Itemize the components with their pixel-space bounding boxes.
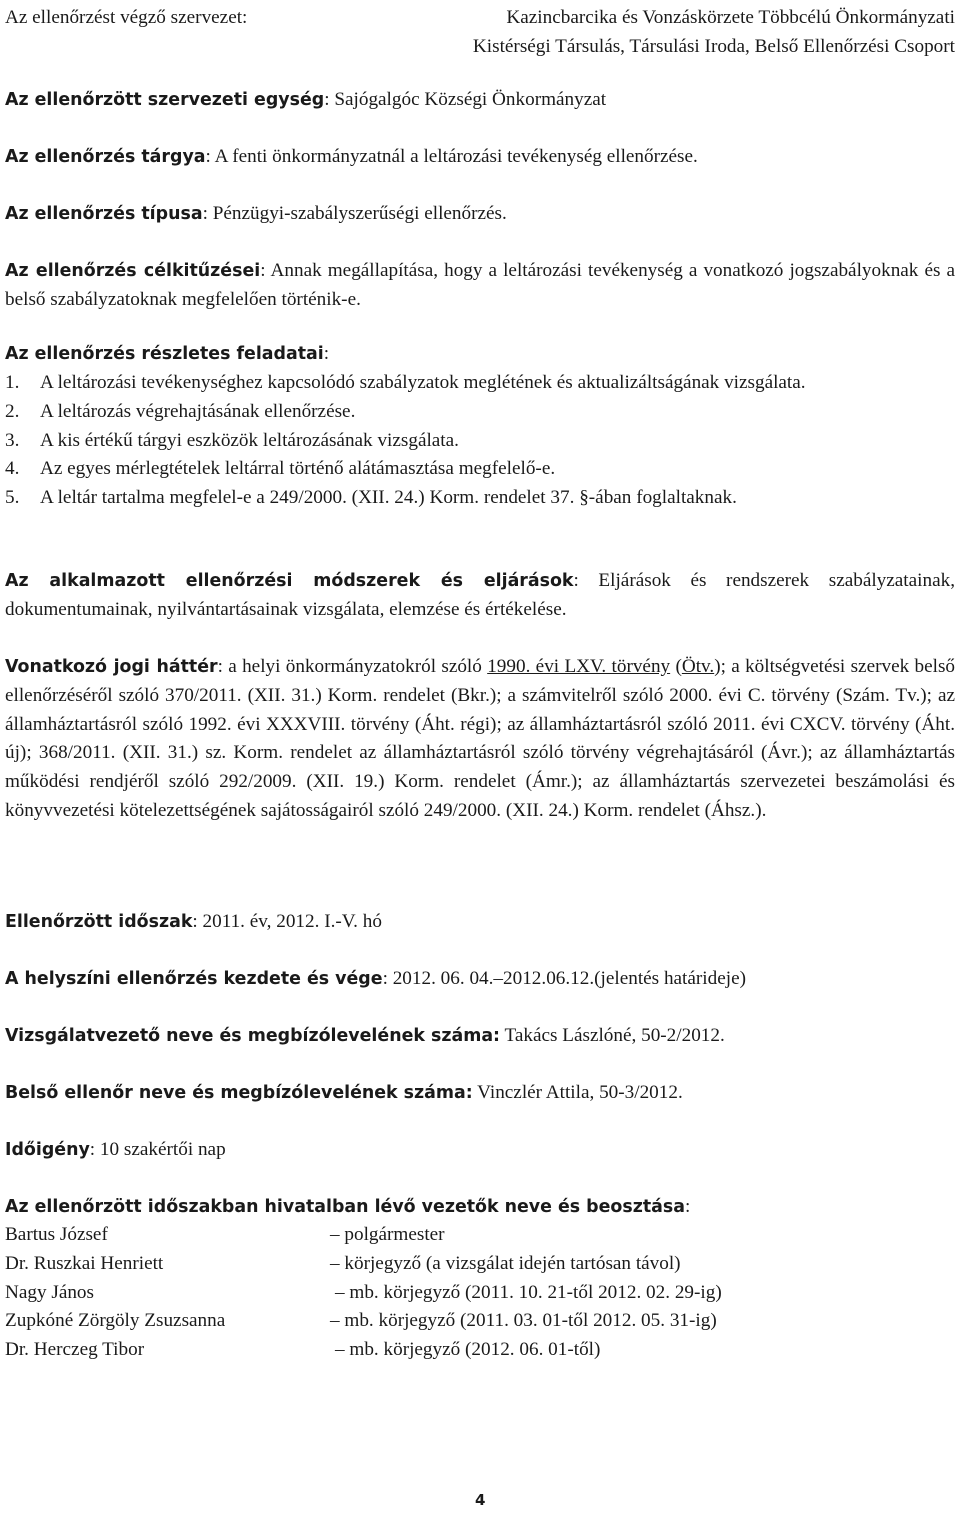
list-item [5, 484, 955, 513]
tasks-heading [5, 340, 955, 369]
list-item-number: 4. [5, 458, 20, 480]
period-value: : 2011. év, 2012. I.-V. hó [192, 911, 382, 932]
list-item [5, 369, 955, 398]
leader-row [5, 1336, 955, 1365]
leader-row [5, 1221, 955, 1250]
leader-row [5, 1279, 955, 1308]
time-line [5, 1136, 955, 1165]
period-label: Ellenőrzött időszak [5, 912, 193, 932]
methods-label: Az alkalmazott ellenőrzési módszerek és eljárások [5, 571, 574, 591]
leader-value: Takács Lászlóné, 50-2/2012. [500, 1025, 725, 1046]
time-label: Időigény [5, 1140, 90, 1160]
list-item-text: A leltár tartalma megfelel-e a 249/2000. (XII. 24.) Korm. rendelet 37. §-ában foglaltaknak. [40, 487, 737, 509]
onsite-label: A helyszíni ellenőrzés kezdete és vége [5, 969, 383, 989]
leader-row [5, 1307, 955, 1336]
org-line-1: Kazincbarcika és Vonzáskörzete Többcélú Önkormányzati [506, 7, 955, 28]
legal-mid: ( [670, 656, 682, 677]
type-label: Az ellenőrzés típusa [5, 204, 203, 224]
auditor-line [5, 1079, 955, 1108]
org-value [346, 4, 955, 62]
leader-row [5, 1250, 955, 1279]
leaders-list [5, 1221, 955, 1365]
legal-link-otv-abbr[interactable]: Ötv. [681, 656, 715, 677]
org-block [5, 0, 955, 60]
tasks-label: Az ellenőrzés részletes feladatai [5, 344, 324, 364]
leader-position: – mb. körjegyző (2012. 06. 01-től) [335, 1339, 601, 1361]
leader-name: Bartus József [5, 1224, 108, 1245]
leader-label: Vizsgálatvezető neve és megbízólevelének száma: [5, 1026, 501, 1046]
subject-value: : A fenti önkormányzatnál a leltározási tevékenység ellenőrzése. [205, 146, 698, 167]
unit-value: : Sajógalgóc Községi Önkormányzat [324, 89, 607, 110]
methods-paragraph [5, 567, 955, 625]
legal-paragraph [5, 653, 955, 826]
unit-label: Az ellenőrzött szervezeti egység [5, 90, 325, 110]
list-item-number: 2. [5, 400, 20, 422]
leader-position: – mb. körjegyző (2011. 10. 21-től 2012. 02. 29-ig) [335, 1281, 722, 1303]
leader-position: – mb. körjegyző (2011. 03. 01-től 2012. 05. 31-ig) [330, 1310, 717, 1332]
leader-name: Dr. Ruszkai Henriett [5, 1252, 164, 1274]
list-item [5, 427, 955, 456]
list-item-text: A leltározás végrehajtásának ellenőrzése. [40, 400, 356, 422]
subject-line [5, 143, 955, 172]
auditor-value: Vinczlér Attila, 50-3/2012. [472, 1082, 683, 1103]
methods-value: : Eljárások és rendszerek szabályzatainak, dokumentumainak, nyilvántartásainak vizsgálata, elemzése és értékelése. [5, 570, 955, 620]
leaders-colon: : [684, 1196, 691, 1217]
legal-label: Vonatkozó jogi háttér [5, 657, 218, 677]
leader-position: – körjegyző (a vizsgálat idején tartósan távol) [330, 1252, 681, 1274]
leader-name: Zupkóné Zörgöly Zsuzsanna [5, 1310, 226, 1332]
legal-post: ); a költségvetési szervek belső ellenőrzéséről szóló 370/2011. (XII. 31.) Korm. rendelet (Bkr.); a számvitelről szóló 2000. évi C. törvény (Szám. Tv.); az államháztartásról szóló 1992. évi XXXVIII. törvény (Áht. régi); az államháztartásról szóló 2011. évi CXCV. törvény (Áht. új); 368/2011. (XII. 31.) sz. Korm. rendelet az államháztartásról szóló törvény végrehajtásáról (Ávr.); az államháztartás működési rendjéről szóló 292/2009. (XII. 19.) Korm. rendelet (Ámr.); az államháztartás szervezetei beszámolási és könyvvezetési kötelezettségének sajátosságairól szóló 249/2000. (XII. 24.) Korm. rendelet (Áhsz.). [5, 656, 956, 821]
leader-position: – polgármester [330, 1224, 445, 1245]
list-item-number: 5. [5, 487, 20, 509]
leaders-label: Az ellenőrzött időszakban hivatalban lévő vezetők neve és beosztása [5, 1197, 685, 1217]
onsite-line [5, 965, 955, 994]
tasks-list [5, 369, 955, 513]
goals-value: : Annak megállapítása, hogy a leltározási tevékenység a vonatkozó jogszabályoknak és a belső szabályzatoknak megfelelően történik-e. [5, 260, 956, 310]
leaders-heading [5, 1193, 955, 1222]
page-number: 4 [475, 1491, 486, 1509]
list-item-text: A leltározási tevékenységhez kapcsolódó szabályzatok meglétének és aktualizáltságának vizsgálata. [40, 372, 806, 393]
leader-name: Nagy János [5, 1281, 94, 1303]
list-item [5, 398, 955, 427]
legal-link-otv-law[interactable]: 1990. évi LXV. törvény [487, 656, 671, 677]
auditor-label: Belső ellenőr neve és megbízólevelének száma: [5, 1083, 473, 1103]
type-line [5, 200, 955, 229]
list-item-number: 3. [5, 429, 20, 451]
list-item [5, 455, 955, 484]
tasks-colon: : [323, 343, 330, 364]
list-item-text: Az egyes mérlegtételek leltárral történő alátámasztása megfelelő-e. [40, 458, 556, 480]
leader-name: Dr. Herczeg Tibor [5, 1339, 145, 1361]
goals-paragraph [5, 257, 955, 315]
list-item-text: A kis értékű tárgyi eszközök leltározásának vizsgálata. [40, 429, 459, 451]
list-item-number: 1. [5, 372, 20, 393]
leader-line [5, 1022, 955, 1051]
unit-line [5, 86, 955, 115]
type-value: : Pénzügyi-szabályszerűségi ellenőrzés. [202, 203, 507, 224]
onsite-value: : 2012. 06. 04.–2012.06.12.(jelentés határideje) [382, 968, 746, 989]
org-line-2: Kistérségi Társulás, Társulási Iroda, Belső Ellenőrzési Csoport [472, 35, 955, 57]
legal-pre: : a helyi önkormányzatokról szóló [217, 656, 488, 677]
time-value: : 10 szakértői nap [89, 1139, 226, 1160]
goals-label: Az ellenőrzés célkitűzései [5, 261, 261, 281]
org-label: Az ellenőrzést végző szervezet: [5, 7, 248, 28]
period-line [5, 908, 955, 937]
subject-label: Az ellenőrzés tárgya [5, 147, 206, 167]
